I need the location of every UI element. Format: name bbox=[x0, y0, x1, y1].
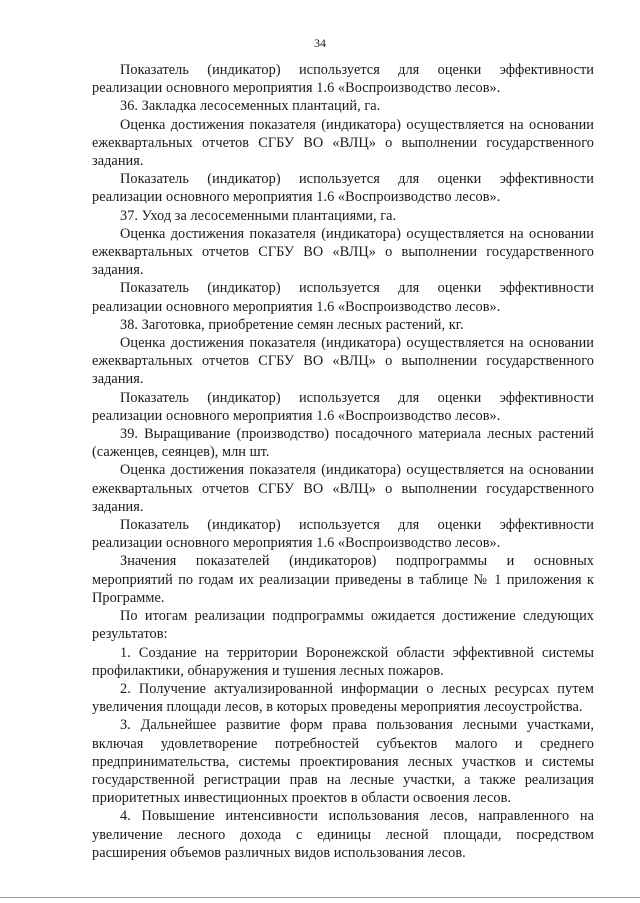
paragraph: Показатель (индикатор) используется для оценки эффективности реализации основного мероприятия 1.6 «Воспроизводство лесов». bbox=[92, 517, 594, 552]
paragraph: 39. Выращивание (производство) посадочного материала лесных растений (саженцев, сеянцев), млн шт. bbox=[92, 426, 594, 461]
paragraph: 1. Создание на территории Воронежской области эффективной системы профилактики, обнаружения и тушения лесных пожаров. bbox=[92, 644, 594, 679]
paragraph: Показатель (индикатор) используется для оценки эффективности реализации основного мероприятия 1.6 «Воспроизводство лесов». bbox=[92, 389, 594, 424]
paragraph: Оценка достижения показателя (индикатора) осуществляется на основании ежеквартальных отчетов СГБУ ВО «ВЛЦ» о выполнении государственного задания. bbox=[92, 225, 594, 279]
page-bottom-edge bbox=[0, 897, 640, 898]
paragraph: 37. Уход за лесосеменными плантациями, га. bbox=[120, 207, 397, 224]
paragraph: 36. Закладка лесосеменных плантаций, га. bbox=[120, 98, 381, 115]
paragraph: Оценка достижения показателя (индикатора) осуществляется на основании ежеквартальных отчетов СГБУ ВО «ВЛЦ» о выполнении государственного задания. bbox=[92, 116, 594, 170]
paragraph: 38. Заготовка, приобретение семян лесных растений, кг. bbox=[120, 316, 464, 333]
paragraph: Оценка достижения показателя (индикатора) осуществляется на основании ежеквартальных отчетов СГБУ ВО «ВЛЦ» о выполнении государственного задания. bbox=[92, 462, 594, 515]
paragraph: Показатель (индикатор) используется для оценки эффективности реализации основного мероприятия 1.6 «Воспроизводство лесов». bbox=[92, 171, 594, 206]
paragraph: По итогам реализации подпрограммы ожидается достижение следующих результатов: bbox=[92, 608, 594, 643]
paragraph: Оценка достижения показателя (индикатора) осуществляется на основании ежеквартальных отчетов СГБУ ВО «ВЛЦ» о выполнении государственного задания. bbox=[92, 335, 594, 388]
paragraph: 2. Получение актуализированной информации о лесных ресурсах путем увеличения площади лесов, в которых проведены мероприятия лесоустройства. bbox=[92, 680, 594, 716]
paragraph: 3. Дальнейшее развитие форм права пользования лесными участками, включая удовлетворение потребностей субъектов малого и среднего предпринимательства, системы проектирования лесных участков и системы государственной регистрации прав на лесные участки, а также реализация приоритетных инвестиционных проектов в области освоения лесов. bbox=[92, 717, 594, 807]
page-number: 34 bbox=[314, 36, 326, 50]
paragraph: Показатель (индикатор) используется для оценки эффективности реализации основного мероприятия 1.6 «Воспроизводство лесов». bbox=[92, 62, 594, 97]
paragraph: 4. Повышение интенсивности использования лесов, направленного на увеличение лесного дохода с единицы лесной площади, посредством расширения объемов различных видов использования лесов. bbox=[92, 808, 594, 861]
paragraph: Значения показателей (индикаторов) подпрограммы и основных мероприятий по годам их реализации приведены в таблице № 1 приложения к Программе. bbox=[92, 553, 594, 606]
document-body bbox=[92, 61, 594, 862]
paragraph: Показатель (индикатор) используется для оценки эффективности реализации основного мероприятия 1.6 «Воспроизводство лесов». bbox=[92, 280, 594, 315]
